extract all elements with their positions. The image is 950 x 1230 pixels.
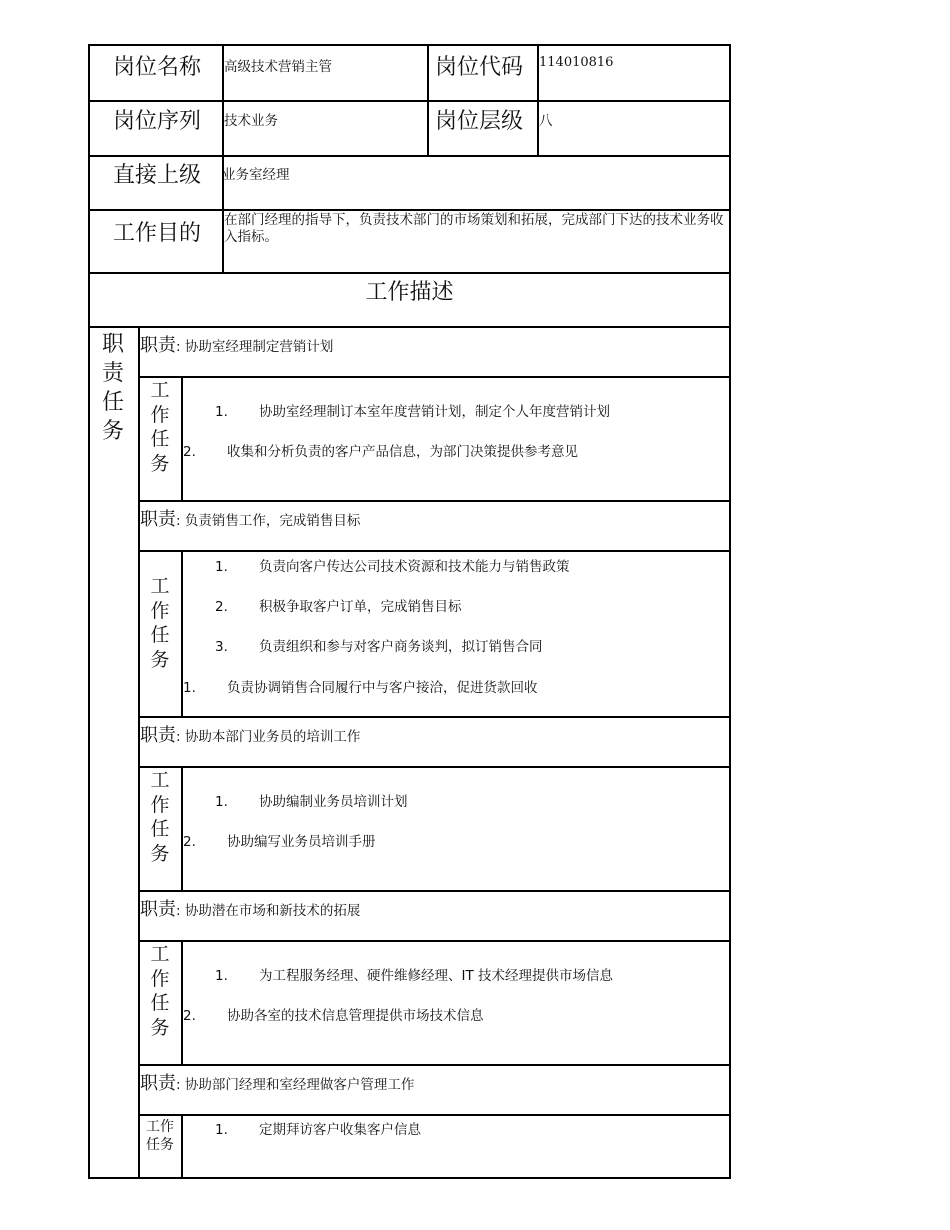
task-item: 1. 定期拜访客户收集客户信息 bbox=[215, 1122, 421, 1138]
position-code-label: 岗位代码 bbox=[435, 55, 524, 80]
border-left bbox=[88, 44, 90, 1179]
task-side-label: 工 作 任 务 bbox=[150, 769, 170, 865]
position-series-value: 技术业务 bbox=[224, 113, 278, 129]
col-divider bbox=[181, 376, 183, 502]
task-item: 1. 协助室经理制订本室年度营销计划，制定个人年度营销计划 bbox=[215, 404, 610, 420]
duty-heading: 职责: 协助潜在市场和新技术的拓展 bbox=[140, 899, 361, 920]
supervisor-label: 直接上级 bbox=[113, 163, 202, 188]
duty-heading: 职责: 协助室经理制定营销计划 bbox=[140, 335, 334, 356]
row-divider bbox=[138, 1114, 731, 1116]
purpose-value: 在部门经理的指导下，负责技术部门的市场策划和拓展，完成部门下达的技术业务收入指标。 bbox=[224, 212, 724, 245]
row-divider bbox=[138, 376, 731, 378]
row-divider bbox=[88, 155, 731, 157]
task-item: 2. 协助各室的技术信息管理提供市场技术信息 bbox=[183, 1008, 484, 1024]
task-item: 1. 负责协调销售合同履行中与客户接洽，促进货款回收 bbox=[183, 680, 538, 696]
job-description-form bbox=[88, 44, 731, 1179]
row-divider bbox=[88, 100, 731, 102]
row-divider bbox=[88, 209, 731, 211]
duty-heading: 职责: 协助本部门业务员的培训工作 bbox=[140, 725, 361, 746]
task-item: 1. 负责向客户传达公司技术资源和技术能力与销售政策 bbox=[215, 559, 570, 575]
col-divider bbox=[181, 1114, 183, 1179]
row-divider bbox=[138, 716, 731, 718]
row-divider bbox=[138, 940, 731, 942]
position-code-value: 114010816 bbox=[539, 55, 614, 70]
row-divider bbox=[138, 550, 731, 552]
border-top bbox=[88, 44, 731, 46]
col-divider bbox=[181, 766, 183, 892]
position-series-label: 岗位序列 bbox=[113, 109, 202, 134]
section-title: 工作描述 bbox=[365, 280, 454, 305]
task-item: 3. 负责组织和参与对客户商务谈判，拟订销售合同 bbox=[215, 639, 543, 655]
task-side-label: 工 作 任 务 bbox=[150, 575, 170, 671]
task-item: 2. 收集和分析负责的客户产品信息，为部门决策提供参考意见 bbox=[183, 444, 578, 460]
border-bottom bbox=[88, 1177, 731, 1179]
task-item: 2. 协助编写业务员培训手册 bbox=[183, 834, 376, 850]
row-divider bbox=[88, 326, 731, 328]
position-level-value: 八 bbox=[539, 113, 553, 129]
row-divider bbox=[138, 766, 731, 768]
row-divider bbox=[138, 500, 731, 502]
responsibility-side-label: 职 责 任 务 bbox=[101, 332, 124, 444]
row-divider bbox=[138, 890, 731, 892]
duty-heading: 职责: 负责销售工作，完成销售目标 bbox=[140, 509, 361, 530]
supervisor-value: 业务室经理 bbox=[222, 167, 290, 183]
task-side-label: 工作 任务 bbox=[146, 1119, 174, 1153]
row-divider bbox=[138, 1064, 731, 1066]
task-side-label: 工 作 任 务 bbox=[150, 943, 170, 1039]
position-level-label: 岗位层级 bbox=[435, 109, 524, 134]
position-name-value: 高级技术营销主管 bbox=[224, 59, 332, 75]
border-right bbox=[729, 44, 731, 1179]
col-divider bbox=[181, 940, 183, 1066]
duty-heading: 职责: 协助部门经理和室经理做客户管理工作 bbox=[140, 1073, 415, 1094]
col-divider bbox=[427, 44, 429, 157]
task-item: 2. 积极争取客户订单，完成销售目标 bbox=[215, 599, 462, 615]
row-divider bbox=[88, 272, 731, 274]
task-item: 1. 为工程服务经理、硬件维修经理、IT 技术经理提供市场信息 bbox=[215, 968, 614, 984]
purpose-label: 工作目的 bbox=[113, 221, 202, 246]
task-item: 1. 协助编制业务员培训计划 bbox=[215, 794, 408, 810]
position-name-label: 岗位名称 bbox=[113, 55, 202, 80]
task-side-label: 工 作 任 务 bbox=[150, 379, 170, 475]
